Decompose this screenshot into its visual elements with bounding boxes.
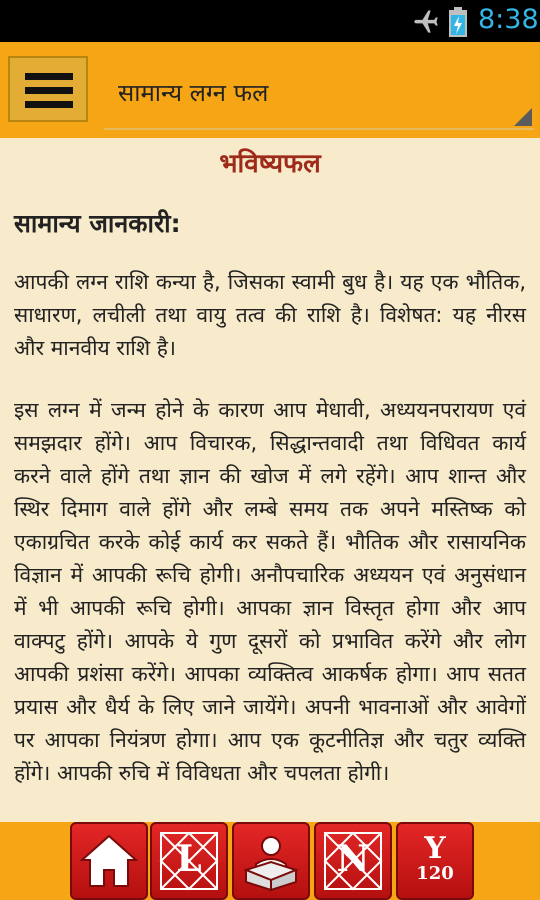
astrologer-button[interactable] bbox=[232, 822, 310, 900]
yearly-button[interactable] bbox=[396, 822, 474, 900]
dropdown-triangle-icon bbox=[514, 108, 532, 126]
lagna-letter: L bbox=[176, 838, 202, 880]
section-title: सामान्य जानकारी: bbox=[14, 209, 181, 238]
spinner-selected-label: सामान्य लग्न फल bbox=[118, 79, 269, 107]
yearly-badge bbox=[398, 831, 472, 884]
yearly-number: 120 bbox=[416, 863, 454, 884]
status-time: 8:38 bbox=[478, 4, 539, 35]
hamburger-line bbox=[25, 101, 73, 108]
content-scroll[interactable] bbox=[0, 138, 540, 822]
hamburger-menu-button[interactable] bbox=[8, 56, 88, 122]
page-title: भविष्यफल bbox=[219, 149, 321, 179]
paragraph-intro: आपकी लग्न राशि कन्या है, जिसका स्वामी बुध है। यह एक भौतिक, साधारण, लचीली तथा वायु तत्व की राशि है। विशेषत: यह नीरस और मानवीय राशि है। bbox=[14, 270, 526, 360]
status-bar bbox=[0, 0, 540, 42]
lagna-button[interactable] bbox=[150, 822, 228, 900]
yearly-letter: Y bbox=[424, 831, 446, 866]
report-type-spinner[interactable] bbox=[104, 56, 534, 130]
hamburger-menu-icon bbox=[25, 73, 73, 80]
hamburger-line bbox=[25, 87, 73, 94]
bottom-toolbar bbox=[0, 822, 540, 900]
battery-charging-icon bbox=[448, 7, 468, 37]
home-button[interactable] bbox=[70, 822, 148, 900]
astrologer-icon bbox=[240, 830, 302, 892]
action-bar bbox=[0, 42, 540, 138]
nakshatra-letter: N bbox=[336, 838, 370, 880]
airplane-mode-icon bbox=[412, 7, 440, 35]
home-icon bbox=[78, 830, 140, 892]
nakshatra-button[interactable] bbox=[314, 822, 392, 900]
paragraph-details: इस लग्न में जन्म होने के कारण आप मेधावी, अध्ययनपरायण एवं समझदार होंगे। आप विचारक, सिद्धान्तवादी तथा विधिवत कार्य करने वाले होंगे तथा ज्ञान की खोज में लगे रहेंगे। आप शान्त और स्थिर दिमाग वाले होंगे और लम्बे समय तक अपने मस्तिष्क को एकाग्रचित करके कोई कार्य कर सकते हैं। भौतिक और रासायनिक विज्ञान में आपकी रूचि होगी। अनौपचारिक अध्ययन एवं अनुसंधान में भी आपकी रूचि होगी। आपका ज्ञान विस्तृत होगा और आप वाक्पटु होंगे। आपके ये गुण दूसरों को प्रभावित करेंगे और लोग आपकी प्रशंसा करेंगे। आपका व्यक्तित्व आकर्षक होगा। आप सतत प्रयास और धैर्य के लिए जाने जायेंगे। अपनी भावनाओं और आवेगों पर आपका नियंत्रण होगा। आप एक कूटनीतिज्ञ और चतुर व्यक्ति होंगे। आपकी रुचि में विविधता और चपलता होगी। bbox=[14, 398, 526, 785]
